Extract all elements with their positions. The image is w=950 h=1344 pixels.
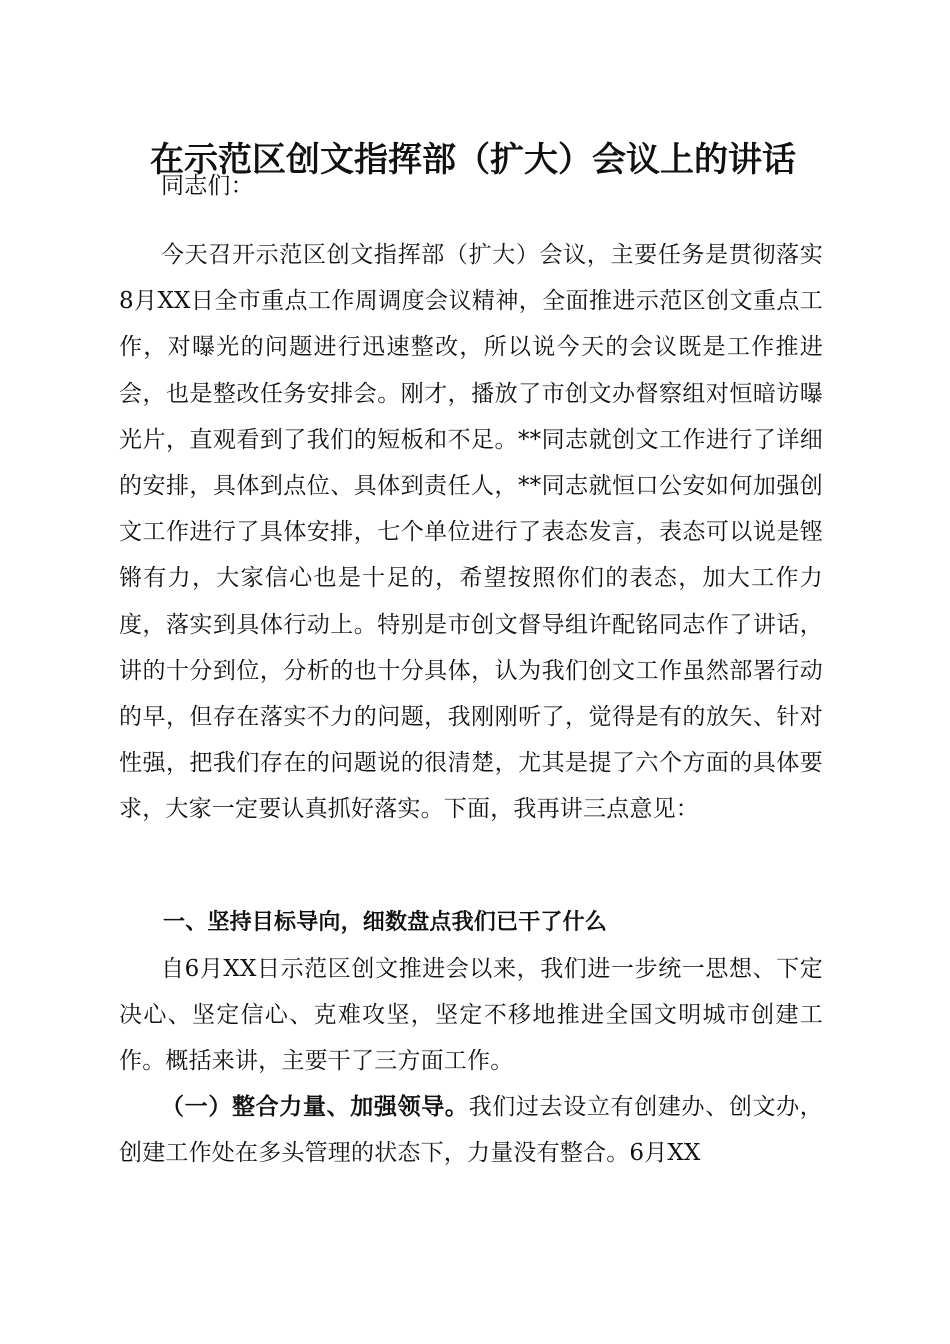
section-heading-one: 一、坚持目标导向，细数盘点我们已干了什么 xyxy=(163,910,608,935)
paragraph-section-one: 自6月XX日示范区创文推进会以来，我们进一步统一思想、下定决心、坚定信心、克难攻坚，坚定不移地推进全国文明城市创建工作。概括来讲，主要干了三方面工作。 xyxy=(119,956,823,1075)
subsection-lead: （一）整合力量、加强领导。 xyxy=(161,1093,469,1120)
subsection-text: 我们过去设立有创建办、创文办，创建工作处在多头管理的状态下，力量没有整合。6月XX xyxy=(119,1094,824,1167)
paragraph-subsection-one xyxy=(119,1084,823,1176)
document-title: 在示范区创文指挥部（扩大）会议上的讲话 xyxy=(150,140,796,180)
paragraph-intro: 今天召开示范区创文指挥部（扩大）会议，主要任务是贯彻落实8月XX日全市重点工作周调度会议精神，全面推进示范区创文重点工作，对曝光的问题进行迅速整改，所以说今天的会议既是工作推进会，也是整改任务安排会。刚才，播放了市创文办督察组对恒暗访曝光片，直观看到了我们的短板和不足。**同志就创文工作进行了详细的安排，具体到点位、具体到责任人，**同志就恒口公安如何加强创文工作进行了具体安排，七个单位进行了表态发言，表态可以说是铿锵有力，大家信心也是十足的，希望按照你们的表态，加大工作力度，落实到具体行动上。特别是市创文督导组许配铭同志作了讲话，讲的十分到位，分析的也十分具体，认为我们创文工作虽然部署行动的早，但存在落实不力的问题，我刚刚听了，觉得是有的放矢、针对性强，把我们存在的问题说的很清楚，尤其是提了六个方面的具体要求，大家一定要认真抓好落实。下面，我再讲三点意见： xyxy=(119,242,823,823)
salutation: 同志们： xyxy=(161,173,254,199)
